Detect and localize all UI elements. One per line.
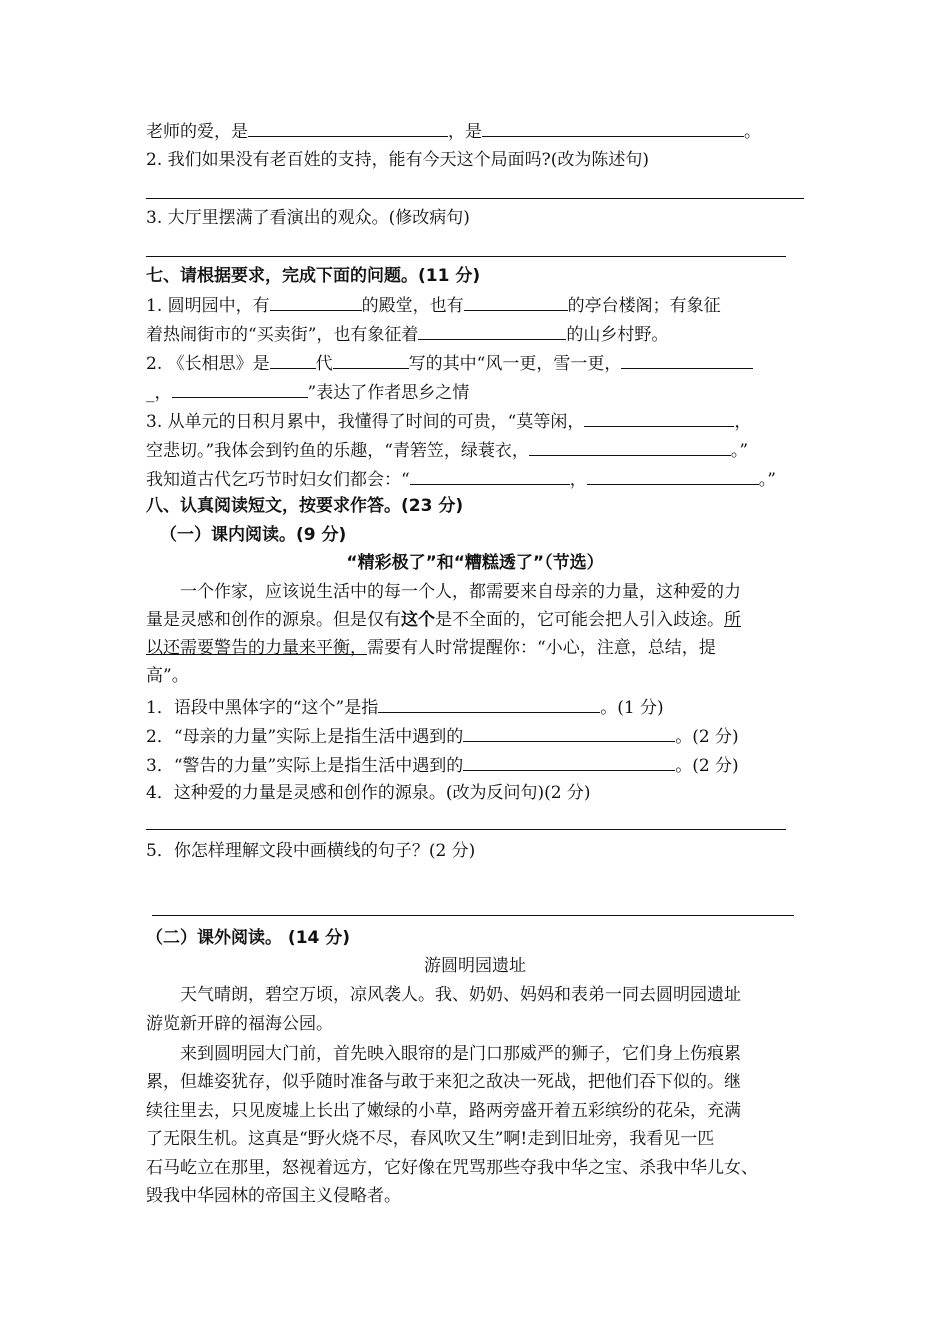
passage-1-title: “精彩极了”和“糟糕透了”（节选）	[346, 553, 604, 573]
answer-blank[interactable]	[584, 408, 734, 427]
passage-2-title: 游圆明园遗址	[424, 956, 526, 976]
answer-blank[interactable]	[248, 118, 448, 137]
passage-1-line4: 高”。	[146, 666, 189, 686]
answer-line[interactable]	[146, 829, 786, 830]
answer-blank[interactable]	[463, 752, 675, 771]
text: 。(1 分)	[600, 698, 664, 718]
answer-line[interactable]	[152, 915, 794, 916]
text: 。(2 分)	[675, 727, 739, 747]
answer-blank[interactable]	[529, 437, 731, 456]
s7-q3-line1	[146, 408, 751, 434]
part-2-heading: （二）课外阅读。 (14 分)	[146, 928, 351, 948]
section-7-heading: 七、请根据要求，完成下面的问题。(11 分)	[146, 266, 481, 286]
text: 2. 《长相思》是	[146, 354, 270, 374]
text: 我知道古代乞巧节时妇女们都会：“	[146, 470, 410, 490]
passage-2-p1-line2: 游览新开辟的福海公园。	[146, 1014, 333, 1034]
text: 是不全面的，它可能会把人引入歧途。	[435, 610, 724, 630]
text: 写的其中“风一更，雪一更，	[408, 354, 622, 374]
text: ，	[734, 412, 752, 432]
answer-blank[interactable]	[463, 723, 675, 742]
s8-q1	[146, 694, 664, 720]
text: 。(2 分)	[675, 756, 739, 776]
s7-q1-line1	[146, 292, 721, 318]
answer-blank[interactable]	[333, 350, 409, 369]
answer-line[interactable]	[146, 198, 804, 199]
answer-blank[interactable]	[378, 694, 600, 713]
q6-line1	[146, 118, 761, 144]
passage-2-p2-line6: 毁我中华园林的帝国主义侵略者。	[146, 1186, 401, 1206]
text: 空悲切。”我体会到钓鱼的乐趣，“青箬笠，绿蓑衣，	[146, 441, 529, 461]
answer-blank[interactable]	[418, 321, 566, 340]
answer-line[interactable]	[146, 256, 786, 257]
text: 的山乡村野。	[566, 325, 669, 345]
s8-q3	[146, 752, 739, 778]
underlined-text: 所	[724, 610, 741, 630]
text: 1．语段中黑体字的“这个”是指	[146, 698, 379, 718]
text: 的殿堂，也有	[361, 296, 464, 316]
passage-2-p1-line1: 天气晴朗，碧空万顷，凉风袭人。我、奶奶、妈妈和表弟一同去圆明园遗址	[180, 985, 741, 1005]
s8-q2	[146, 723, 739, 749]
underlined-text: 以还需要警告的力量来平衡，	[146, 638, 367, 658]
text: 代	[315, 354, 333, 374]
text: ”表达了作者思乡之情	[307, 383, 470, 403]
q6-question-3: 3. 大厅里摆满了看演出的观众。(修改病句)	[146, 208, 470, 228]
s7-q3-line3	[146, 466, 776, 492]
text: 需要有人时常提醒你：“小心，注意，总结，提	[367, 638, 716, 658]
text: 。”	[730, 441, 749, 461]
text: 3. 从单元的日积月累中，我懂得了时间的可贵，“莫等闲，	[146, 412, 585, 432]
s8-q5: 5．你怎样理解文段中画横线的句子？(2 分)	[146, 841, 476, 861]
passage-2-p2-line3: 续往里去，只见废墟上长出了嫩绿的小草，路两旁盛开着五彩缤纷的花朵，充满	[146, 1101, 741, 1121]
answer-blank[interactable]	[270, 350, 316, 369]
section-8-heading: 八、认真阅读短文，按要求作答。(23 分)	[146, 496, 464, 516]
passage-2-p2-line4: 了无限生机。这真是“野火烧不尽，春风吹又生”啊!走到旧址旁，我看见一匹	[146, 1129, 715, 1149]
text: ，	[569, 470, 587, 490]
s7-q2-line1	[146, 350, 753, 376]
text: 着热闹街市的“买卖街”，也有象征着	[146, 325, 419, 345]
s7-q3-line2	[146, 437, 748, 463]
s7-q2-line2	[146, 379, 469, 405]
text: _，	[146, 383, 172, 403]
passage-1-line1: 一个作家，应该说生活中的每一个人，都需要来自母亲的力量，这种爱的力	[180, 582, 741, 602]
text: 的亭台楼阁；有象征	[567, 296, 721, 316]
answer-blank[interactable]	[482, 118, 744, 137]
passage-1-line2	[146, 608, 741, 632]
text: 量是灵感和创作的源泉。但是仅有	[146, 610, 401, 630]
text: 老师的爱，是	[146, 122, 248, 142]
answer-blank[interactable]	[464, 292, 568, 311]
part-1-heading: （一）课内阅读。(9 分)	[160, 525, 347, 545]
passage-2-p2-line5: 石马屹立在那里，怒视着远方，它好像在咒骂那些夺我中华之宝、杀我中华儿女、	[146, 1158, 758, 1178]
passage-2-p2-line2: 累，但雄姿犹存，似乎随时准备与敢于来犯之敌决一死战，把他们吞下似的。继	[146, 1072, 741, 1092]
bold-word: 这个	[401, 610, 435, 630]
text: 。”	[758, 470, 776, 490]
answer-blank[interactable]	[270, 292, 362, 311]
answer-blank[interactable]	[587, 466, 759, 485]
text: 2．“母亲的力量”实际上是指生活中遇到的	[146, 727, 464, 747]
text: 3．“警告的力量”实际上是指生活中遇到的	[146, 756, 464, 776]
text: ，是	[448, 122, 482, 142]
text: 。	[744, 122, 761, 142]
q6-question-2: 2. 我们如果没有老百姓的支持，能有今天这个局面吗?(改为陈述句)	[146, 150, 650, 170]
answer-blank[interactable]	[172, 379, 308, 398]
passage-1-line3	[146, 636, 716, 660]
s7-q1-line2	[146, 321, 668, 347]
answer-blank[interactable]	[621, 350, 753, 369]
s8-q4: 4．这种爱的力量是灵感和创作的源泉。(改为反问句)(2 分)	[146, 783, 591, 803]
answer-blank[interactable]	[410, 466, 570, 485]
text: 1. 圆明园中，有	[146, 296, 270, 316]
passage-2-p2-line1: 来到圆明园大门前，首先映入眼帘的是门口那威严的狮子，它们身上伤痕累	[180, 1044, 741, 1064]
